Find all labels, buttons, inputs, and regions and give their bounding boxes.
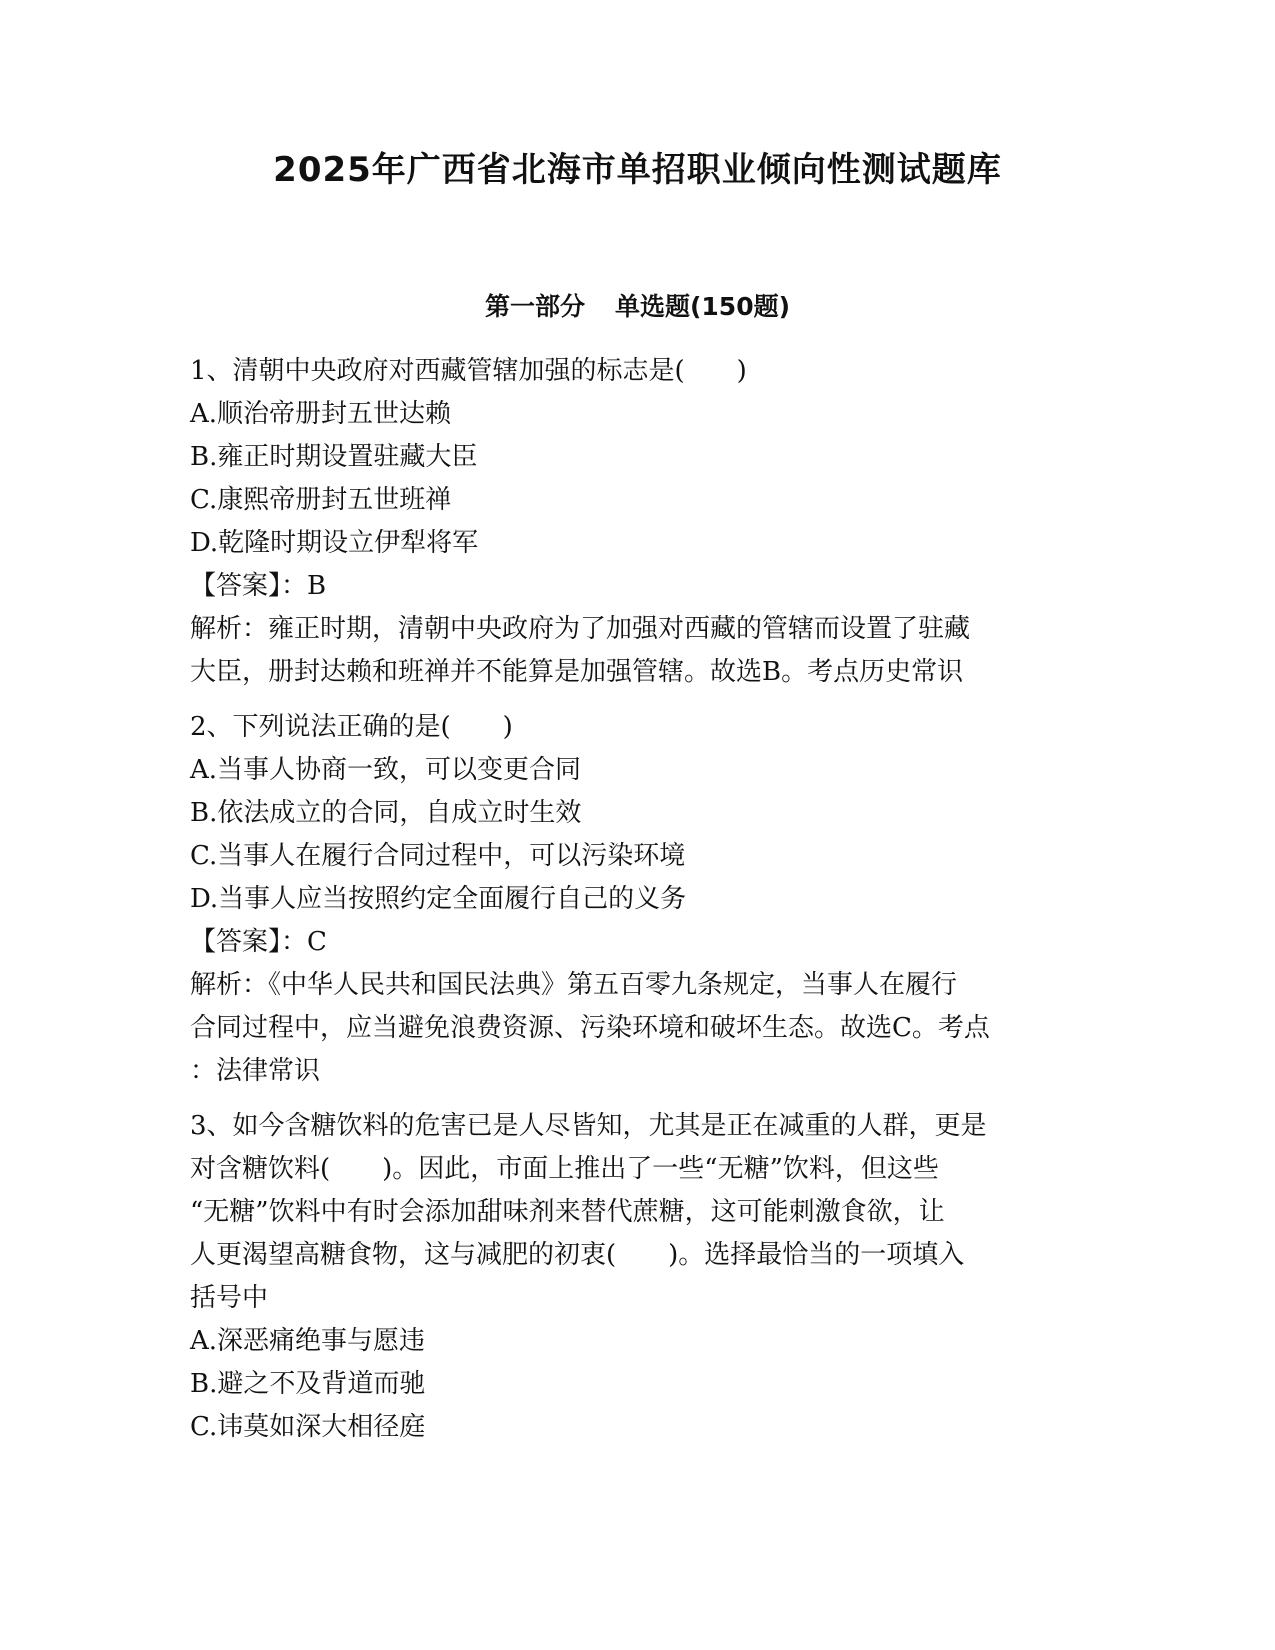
- question-1: [190, 350, 1090, 694]
- option-b: B.避之不及背道而驰: [190, 1369, 426, 1399]
- option-a: A.深恶痛绝事与愿违: [190, 1326, 426, 1356]
- analysis-line: 大臣，册封达赖和班禅并不能算是加强管辖。故选B。考点历史常识: [190, 657, 964, 687]
- section-heading: [0, 290, 1275, 324]
- option-b: B.雍正时期设置驻藏大臣: [190, 442, 478, 472]
- analysis-line: 解析：《中华人民共和国民法典》第五百零九条规定，当事人在履行: [190, 970, 958, 1000]
- question-stem: 1、清朝中央政府对西藏管辖加强的标志是( ): [190, 356, 747, 386]
- question-stem-line: 对含糖饮料( )。因此，市面上推出了一些“无糖”饮料，但这些: [190, 1154, 939, 1184]
- question-2: [190, 706, 1090, 1093]
- answer: 【答案】：C: [190, 927, 327, 957]
- answer: 【答案】：B: [190, 571, 327, 601]
- question-list: [190, 350, 1090, 1461]
- analysis-line: 解析：雍正时期，清朝中央政府为了加强对西藏的管辖而设置了驻藏: [190, 614, 971, 644]
- option-d: D.当事人应当按照约定全面履行自己的义务: [190, 884, 687, 914]
- section-part: 第一部分: [484, 292, 585, 321]
- document-title: 2025年广西省北海市单招职业倾向性测试题库: [273, 150, 1002, 190]
- option-d: D.乾隆时期设立伊犁将军: [190, 528, 479, 558]
- option-a: A.顺治帝册封五世达赖: [190, 399, 452, 429]
- question-stem-line: 3、如今含糖饮料的危害已是人尽皆知，尤其是正在减重的人群，更是: [190, 1111, 987, 1141]
- question-stem: 2、下列说法正确的是( ): [190, 712, 513, 742]
- question-3: [190, 1105, 1090, 1449]
- question-stem-line: 人更渴望高糖食物，这与减肥的初衷( )。选择最恰当的一项填入: [190, 1240, 965, 1270]
- option-b: B.依法成立的合同，自成立时生效: [190, 798, 582, 828]
- analysis-line: 合同过程中，应当避免浪费资源、污染环境和破坏生态。故选C。考点: [190, 1013, 990, 1043]
- question-stem-line: 括号中: [190, 1283, 269, 1313]
- option-c: C.康熙帝册封五世班禅: [190, 485, 452, 515]
- option-a: A.当事人协商一致，可以变更合同: [190, 755, 582, 785]
- analysis-line: ：法律常识: [190, 1056, 321, 1086]
- option-c: C.讳莫如深大相径庭: [190, 1412, 426, 1442]
- option-c: C.当事人在履行合同过程中，可以污染环境: [190, 841, 686, 871]
- section-name: 单选题(150题): [614, 292, 791, 321]
- question-stem-line: “无糖”饮料中有时会添加甜味剂来替代蔗糖，这可能刺激食欲，让: [190, 1197, 945, 1227]
